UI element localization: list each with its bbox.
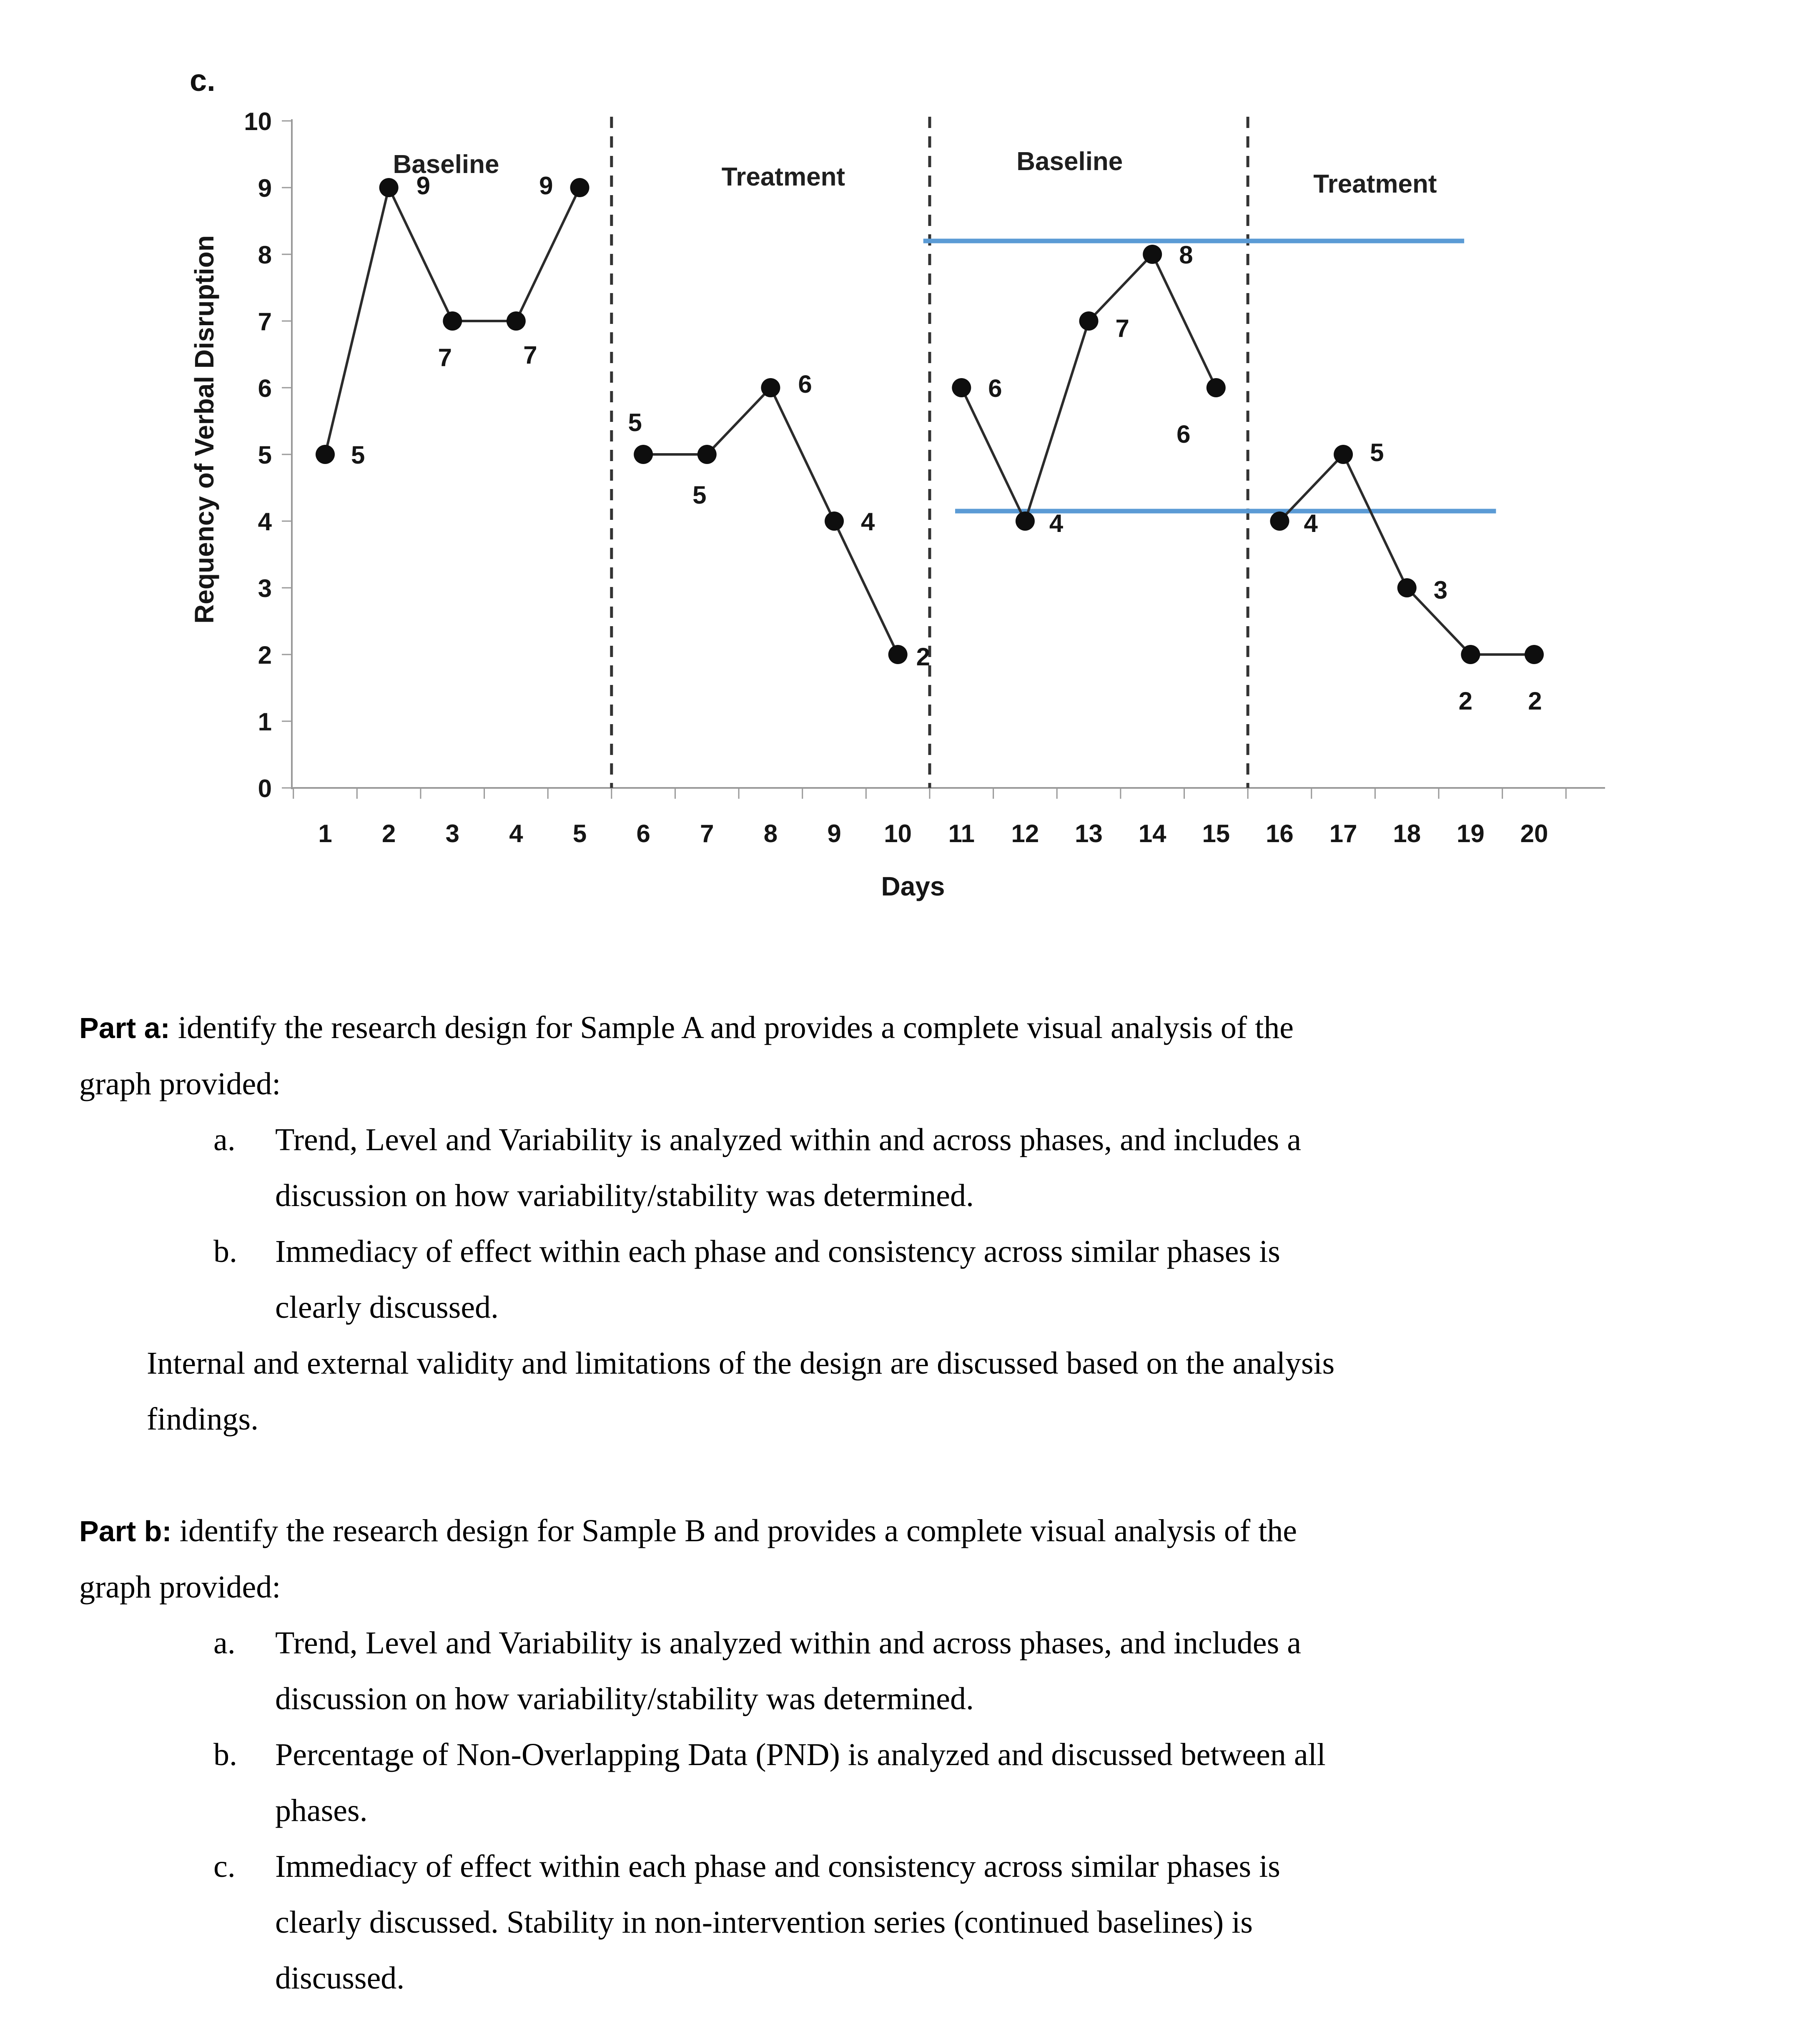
part-a-intro-line-1 [79,1000,1747,1056]
svg-text:8: 8 [763,820,778,848]
svg-text:7: 7 [258,308,272,336]
axes [244,108,1605,848]
svg-text:1: 1 [258,708,272,736]
section-label: c. [190,63,216,98]
svg-text:8: 8 [1179,241,1193,269]
data-point [761,378,780,397]
svg-text:9: 9 [539,172,553,200]
svg-text:20: 20 [1520,820,1548,848]
part-a-item-b [213,1224,1747,1335]
text-line: clearly discussed. [275,1290,499,1325]
data-point [888,645,908,664]
svg-text:6: 6 [798,370,812,398]
text-line: discussed. [275,1961,405,1996]
part-b-item-b [213,1727,1747,1838]
text-line: findings. [147,1402,259,1437]
data-point [1270,512,1289,531]
svg-text:6: 6 [258,374,272,402]
svg-text:9: 9 [258,174,272,202]
svg-text:5: 5 [692,481,707,509]
list-item-text [275,1112,1301,1224]
svg-text:4: 4 [861,508,875,536]
part-b-intro-text: identify the research design for Sample B and provides a complete visual analysis of the [179,1513,1297,1548]
list-item-text [275,1615,1301,1727]
list-marker: a. [213,1122,236,1157]
data-point [443,311,462,331]
svg-text:Baseline: Baseline [393,150,499,179]
data-point [634,445,653,464]
svg-text:5: 5 [572,820,587,848]
svg-text:14: 14 [1138,820,1166,848]
svg-text:4: 4 [1304,509,1318,537]
svg-text:7: 7 [523,341,537,369]
behavior-frequency-chart [179,96,1626,946]
svg-text:10: 10 [244,108,272,135]
data-point [1016,512,1035,531]
part-a-note [147,1335,1747,1447]
svg-text:17: 17 [1329,820,1357,848]
data-point [1397,578,1417,597]
text-line: discussion on how variability/stability was determined. [275,1178,974,1213]
data-point [316,445,335,464]
text-line: Internal and external validity and limitations of the design are discussed based on the analysis [147,1346,1335,1381]
part-b-item-c [213,1838,1747,2006]
svg-text:16: 16 [1266,820,1294,848]
part-b-label: Part b: [79,1515,172,1547]
text-line: Immediacy of effect within each phase and consistency across similar phases is [275,1849,1280,1884]
text-line: Immediacy of effect within each phase and consistency across similar phases is [275,1234,1280,1269]
text-line: clearly discussed. Stability in non-intervention series (continued baselines) is [275,1905,1253,1940]
data-point [1079,311,1099,331]
svg-text:1: 1 [318,820,332,848]
data-point [1334,445,1353,464]
svg-text:Requency of Verbal Disruption: Requency of Verbal Disruption [189,235,219,624]
svg-text:15: 15 [1202,820,1230,848]
text-line: Trend, Level and Variability is analyzed within and across phases, and includes a [275,1625,1301,1660]
svg-text:5: 5 [628,409,642,436]
part-b-intro-line-1 [79,1503,1747,1559]
series-phase-1 [316,172,589,469]
svg-text:12: 12 [1011,820,1039,848]
svg-text:2: 2 [1458,687,1473,715]
svg-text:Baseline: Baseline [1016,147,1123,176]
data-point [379,178,399,197]
assignment-text [79,1000,1747,2006]
svg-text:6: 6 [988,374,1002,402]
data-point [1207,378,1226,397]
part-b-paragraph [79,1503,1747,1615]
svg-text:13: 13 [1075,820,1103,848]
data-point [1143,245,1162,264]
svg-text:7: 7 [438,344,452,371]
series-phase-4 [1270,439,1544,715]
svg-text:5: 5 [351,441,365,469]
svg-text:2: 2 [1528,687,1542,715]
list-item-text [275,1224,1280,1335]
part-a-intro-text: identify the research design for Sample A and provides a complete visual analysis of the [178,1010,1294,1045]
series-phase-3 [952,241,1226,537]
svg-text:6: 6 [636,820,650,848]
part-b-item-a [213,1615,1747,1727]
svg-text:9: 9 [827,820,841,848]
svg-text:19: 19 [1456,820,1485,848]
axis-titles [189,235,945,901]
svg-text:3: 3 [1433,576,1448,604]
list-marker: a. [213,1625,236,1660]
svg-text:5: 5 [1370,439,1384,466]
svg-text:3: 3 [258,574,272,602]
data-point [507,311,526,331]
svg-text:2: 2 [258,641,272,669]
text-line: Percentage of Non-Overlapping Data (PND) is analyzed and discussed between all [275,1737,1326,1772]
svg-text:4: 4 [258,508,272,536]
svg-text:7: 7 [1115,314,1129,342]
svg-text:18: 18 [1393,820,1421,848]
data-point [1525,645,1544,664]
part-a-label: Part a: [79,1012,170,1044]
svg-text:7: 7 [700,820,714,848]
list-marker: c. [213,1849,236,1884]
list-marker: b. [213,1737,237,1772]
part-b-intro-line-2: graph provided: [79,1570,281,1605]
svg-text:4: 4 [509,820,523,848]
text-line: phases. [275,1793,368,1828]
data-point [570,178,589,197]
data-point [825,512,844,531]
text-line: Trend, Level and Variability is analyzed within and across phases, and includes a [275,1122,1301,1157]
svg-text:0: 0 [258,775,272,803]
data-point [1461,645,1480,664]
svg-text:Treatment: Treatment [1313,170,1437,198]
svg-text:2: 2 [916,643,931,671]
svg-text:Days: Days [881,871,945,901]
data-point [697,445,717,464]
svg-text:4: 4 [1049,509,1064,537]
part-a-item-a [213,1112,1747,1224]
data-point [952,378,971,397]
svg-text:11: 11 [948,820,975,848]
list-item-text [275,1727,1326,1838]
svg-text:10: 10 [884,820,912,848]
chart-svg [179,96,1626,946]
part-a-paragraph [79,1000,1747,1112]
series-phase-2 [628,370,930,671]
svg-text:3: 3 [445,820,459,848]
svg-text:2: 2 [381,820,396,848]
svg-text:8: 8 [258,241,272,269]
list-item-text [275,1838,1280,2006]
svg-text:6: 6 [1176,420,1191,448]
list-marker: b. [213,1234,237,1269]
svg-text:9: 9 [416,172,431,200]
part-a-intro-line-2: graph provided: [79,1066,281,1101]
text-line: discussion on how variability/stability was determined. [275,1681,974,1716]
svg-text:Treatment: Treatment [721,163,845,191]
svg-text:5: 5 [258,441,272,469]
